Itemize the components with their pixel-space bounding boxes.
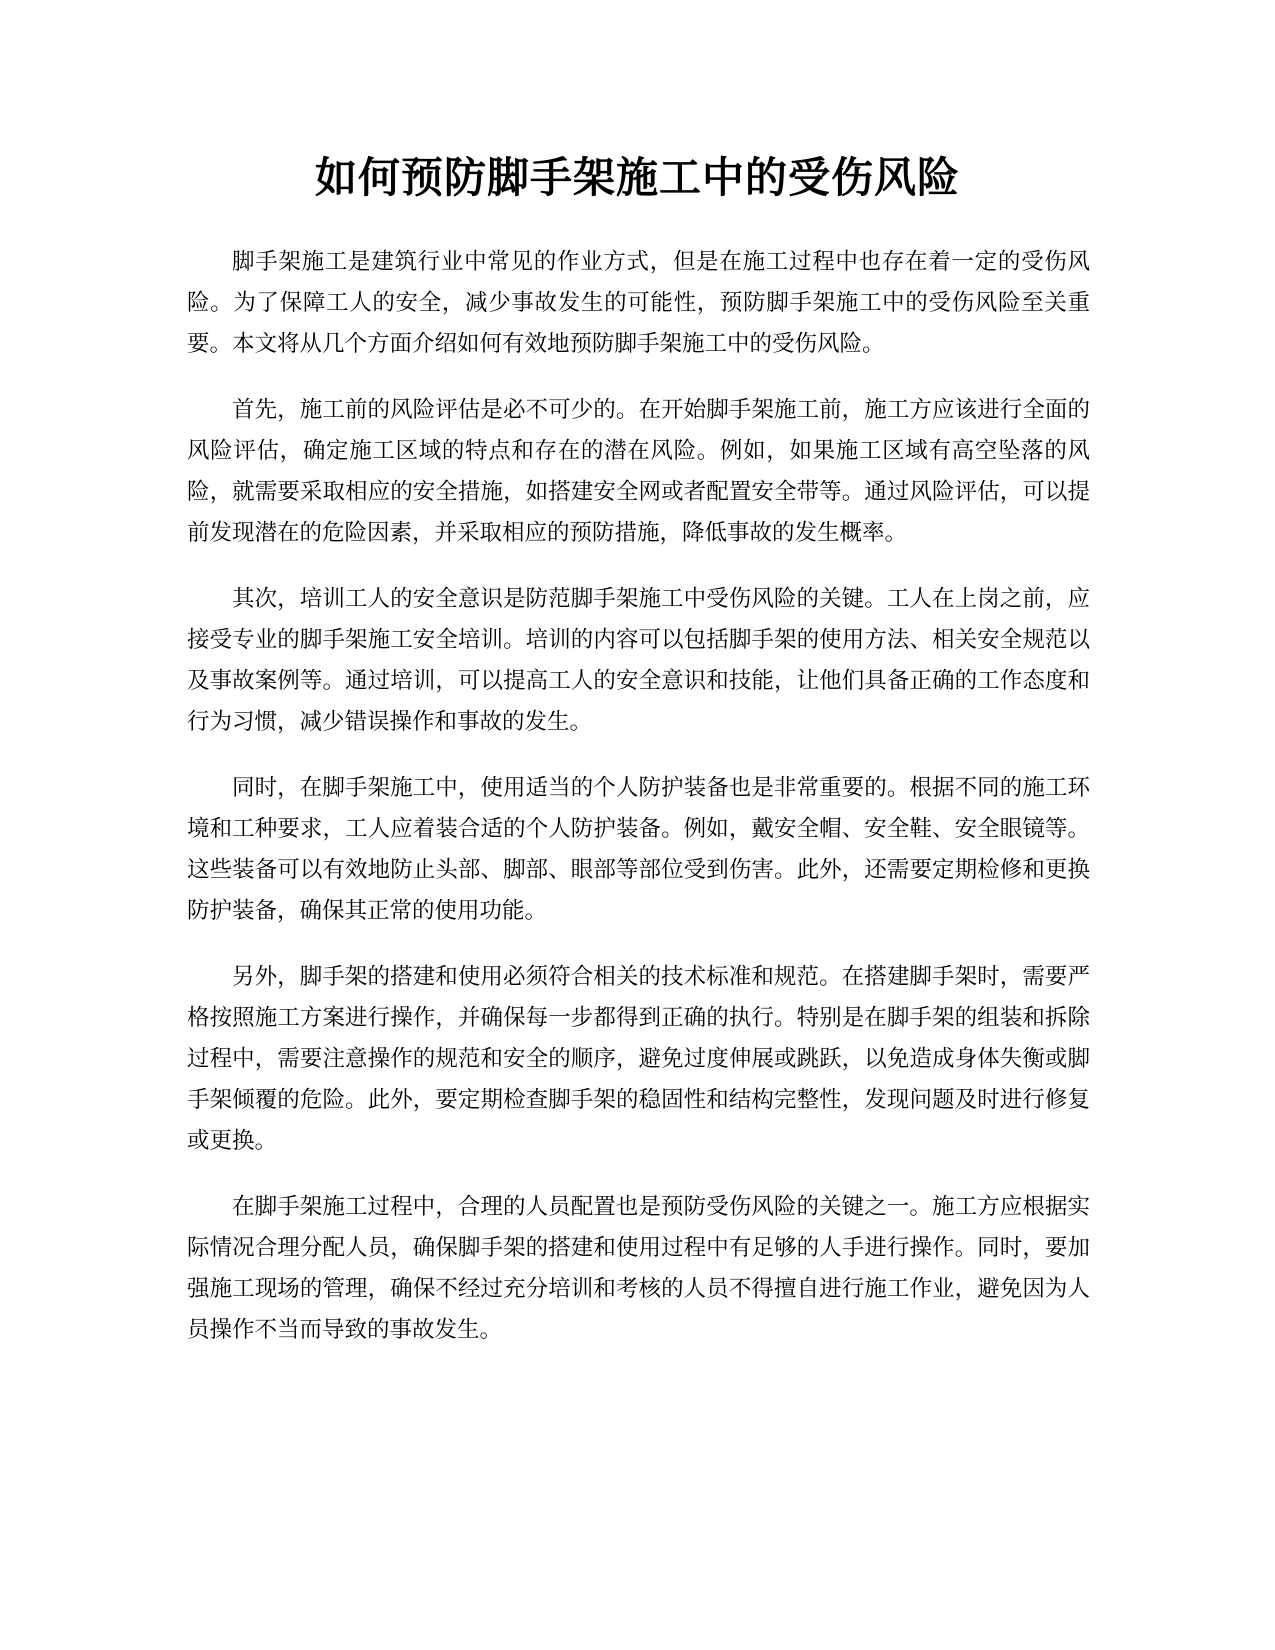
paragraph-protective-equipment: 同时，在脚手架施工中，使用适当的个人防护装备也是非常重要的。根据不同的施工环境和工种要求，工人应着装合适的个人防护装备。例如，戴安全帽、安全鞋、安全眼镜等。这些装备可以有效地防止头部、脚部、眼部等部位受到伤害。此外，还需要定期检修和更换防护装备，确保其正常的使用功能。 [187,775,1090,924]
paragraph-risk-assessment: 首先，施工前的风险评估是必不可少的。在开始脚手架施工前，施工方应该进行全面的风险评估，确定施工区域的特点和存在的潜在风险。例如，如果施工区域有高空坠落的风险，就需要采取相应的安全措施，如搭建安全网或者配置安全带等。通过风险评估，可以提前发现潜在的危险因素，并采取相应的预防措施，降低事故的发生概率。 [187,397,1090,546]
paragraph-staffing: 在脚手架施工过程中，合理的人员配置也是预防受伤风险的关键之一。施工方应根据实际情况合理分配人员，确保脚手架的搭建和使用过程中有足够的人手进行操作。同时，要加强施工现场的管理，确保不经过充分培训和考核的人员不得擅自进行施工作业，避免因为人员操作不当而导致的事故发生。 [187,1194,1090,1343]
paragraph-technical-standards: 另外，脚手架的搭建和使用必须符合相关的技术标准和规范。在搭建脚手架时，需要严格按照施工方案进行操作，并确保每一步都得到正确的执行。特别是在脚手架的组装和拆除过程中，需要注意操作的规范和安全的顺序，避免过度伸展或跳跃，以免造成身体失衡或脚手架倾覆的危险。此外，要定期检查脚手架的稳固性和结构完整性，发现问题及时进行修复或更换。 [187,964,1090,1154]
document-body [187,242,1090,1376]
document-title: 如何预防脚手架施工中的受伤风险 [314,153,960,202]
paragraph-intro: 脚手架施工是建筑行业中常见的作业方式，但是在施工过程中也存在着一定的受伤风险。为了保障工人的安全，减少事故发生的可能性，预防脚手架施工中的受伤风险至关重要。本文将从几个方面介绍如何有效地预防脚手架施工中的受伤风险。 [187,249,1090,357]
paragraph-safety-training: 其次，培训工人的安全意识是防范脚手架施工中受伤风险的关键。工人在上岗之前，应接受专业的脚手架施工安全培训。培训的内容可以包括脚手架的使用方法、相关安全规范以及事故案例等。通过培训，可以提高工人的安全意识和技能，让他们具备正确的工作态度和行为习惯，减少错误操作和事故的发生。 [187,586,1090,735]
